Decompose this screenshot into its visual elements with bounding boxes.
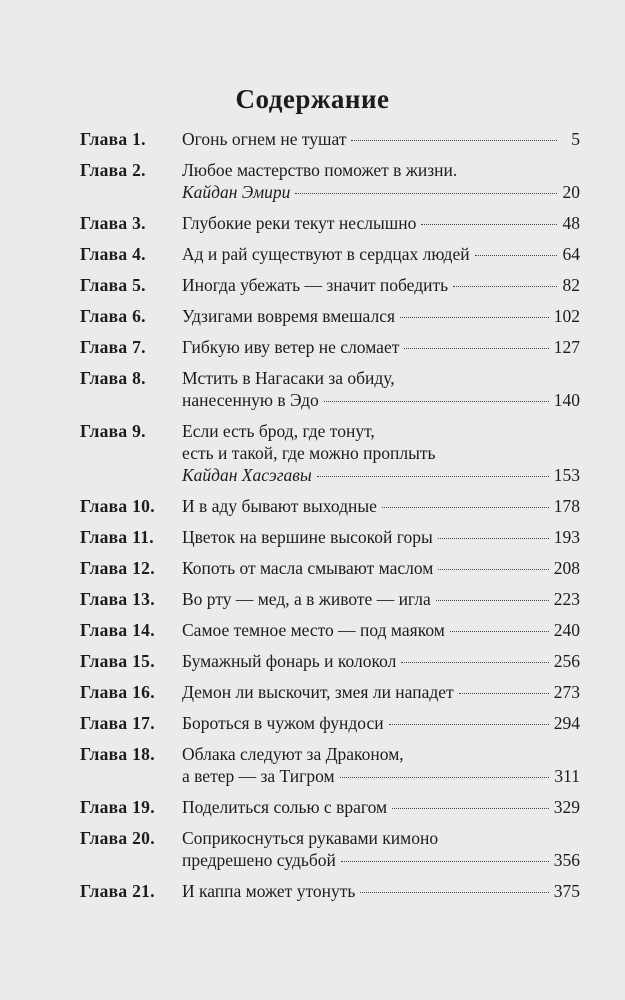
entry-body <box>182 243 580 265</box>
chapter-label: Глава 21. <box>80 881 155 901</box>
entry-line <box>182 796 580 818</box>
entry-body <box>182 336 580 358</box>
entry-line <box>182 159 580 181</box>
chapter-subtitle: Кайдан Хасэгавы <box>182 465 312 485</box>
toc-entry <box>80 557 580 579</box>
dot-leader <box>404 348 548 349</box>
chapter-title: предрешено судьбой <box>182 850 336 870</box>
entry-body <box>182 712 580 734</box>
entry-line <box>182 128 580 150</box>
chapter-label: Глава 1. <box>80 129 146 149</box>
page-number: 102 <box>553 306 580 326</box>
chapter-title: Копоть от масла смывают маслом <box>182 558 434 578</box>
page-number: 208 <box>553 558 580 578</box>
entry-line <box>182 336 580 358</box>
page-number: 240 <box>553 620 580 640</box>
chapter-title: И каппа может утонуть <box>182 881 356 901</box>
entry-line <box>182 526 580 548</box>
entry-line <box>182 588 580 610</box>
chapter-title: Самое темное место — под маяком <box>182 620 445 640</box>
chapter-title: Облака следуют за Драконом, <box>182 744 404 764</box>
page-number: 153 <box>553 465 580 485</box>
toc-entry <box>80 827 580 871</box>
entry-body <box>182 495 580 517</box>
chapter-label: Глава 19. <box>80 797 155 817</box>
toc-entry <box>80 274 580 296</box>
toc-entry <box>80 712 580 734</box>
chapter-title: Любое мастерство поможет в жизни. <box>182 160 458 180</box>
dot-leader <box>317 476 549 477</box>
chapter-label: Глава 18. <box>80 744 155 764</box>
page-number: 193 <box>553 527 580 547</box>
entry-body <box>182 526 580 548</box>
page-number: 375 <box>553 881 580 901</box>
page-number: 140 <box>553 390 580 410</box>
chapter-label: Глава 4. <box>80 244 146 264</box>
toc-entry <box>80 650 580 672</box>
entry-line <box>182 827 580 849</box>
entry-line <box>182 765 580 787</box>
entry-line <box>182 367 580 389</box>
entry-line <box>182 181 580 203</box>
page-number: 223 <box>553 589 580 609</box>
chapter-title: И в аду бывают выходные <box>182 496 377 516</box>
dot-leader <box>401 662 548 663</box>
entry-line <box>182 743 580 765</box>
toc-entry <box>80 420 580 486</box>
chapter-label: Глава 11. <box>80 527 154 547</box>
entry-body <box>182 743 580 787</box>
entry-line <box>182 389 580 411</box>
dot-leader <box>382 507 549 508</box>
chapter-title: Глубокие реки текут неслышно <box>182 213 417 233</box>
entry-line <box>182 212 580 234</box>
chapter-label: Глава 3. <box>80 213 146 233</box>
entry-body <box>182 619 580 641</box>
entry-body <box>182 212 580 234</box>
toc-entry <box>80 305 580 327</box>
chapter-label: Глава 5. <box>80 275 146 295</box>
entry-body <box>182 128 580 150</box>
chapter-title: Гибкую иву ветер не сломает <box>182 337 400 357</box>
toc-entry <box>80 336 580 358</box>
entry-line <box>182 681 580 703</box>
table-of-contents <box>80 128 580 911</box>
chapter-title: а ветер — за Тигром <box>182 766 335 786</box>
entry-line <box>182 442 580 464</box>
dot-leader <box>392 808 549 809</box>
entry-body <box>182 827 580 871</box>
dot-leader <box>450 631 549 632</box>
chapter-label: Глава 14. <box>80 620 155 640</box>
entry-body <box>182 588 580 610</box>
chapter-label: Глава 6. <box>80 306 146 326</box>
chapter-label: Глава 20. <box>80 828 155 848</box>
chapter-title: Поделиться солью с врагом <box>182 797 388 817</box>
chapter-label: Глава 12. <box>80 558 155 578</box>
chapter-title: Демон ли выскочит, змея ли нападет <box>182 682 454 702</box>
dot-leader <box>436 600 549 601</box>
entry-line <box>182 243 580 265</box>
page-number: 82 <box>562 275 580 295</box>
chapter-title: Бумажный фонарь и колокол <box>182 651 397 671</box>
page-number: 5 <box>571 129 580 149</box>
toc-entry <box>80 880 580 902</box>
dot-leader <box>340 777 550 778</box>
page-number: 48 <box>562 213 580 233</box>
chapter-title: нанесенную в Эдо <box>182 390 319 410</box>
page-number: 311 <box>554 766 580 786</box>
toc-entry <box>80 495 580 517</box>
entry-line <box>182 495 580 517</box>
toc-entry <box>80 128 580 150</box>
dot-leader <box>459 693 549 694</box>
chapter-title: Соприкоснуться рукавами кимоно <box>182 828 439 848</box>
chapter-subtitle: Кайдан Эмири <box>182 182 291 202</box>
chapter-label: Глава 9. <box>80 421 146 441</box>
chapter-label: Глава 10. <box>80 496 155 516</box>
dot-leader <box>475 255 557 256</box>
page-number: 64 <box>562 244 580 264</box>
page-title: Содержание <box>235 84 390 114</box>
entry-line <box>182 712 580 734</box>
chapter-label: Глава 13. <box>80 589 155 609</box>
page-number: 256 <box>553 651 580 671</box>
dot-leader <box>295 193 557 194</box>
chapter-title: Иногда убежать — значит победить <box>182 275 449 295</box>
chapter-title: Если есть брод, где тонут, <box>182 421 375 441</box>
dot-leader <box>324 401 549 402</box>
toc-entry <box>80 743 580 787</box>
entry-body <box>182 557 580 579</box>
dot-leader <box>438 538 549 539</box>
entry-line <box>182 420 580 442</box>
chapter-title: Мстить в Нагасаки за обиду, <box>182 368 395 388</box>
chapter-title: есть и такой, где можно проплыть <box>182 443 436 463</box>
toc-entry <box>80 681 580 703</box>
entry-line <box>182 557 580 579</box>
chapter-title: Бороться в чужом фундоси <box>182 713 384 733</box>
page-number: 329 <box>553 797 580 817</box>
page-number: 273 <box>553 682 580 702</box>
entry-body <box>182 367 580 411</box>
entry-line <box>182 274 580 296</box>
chapter-title: Во рту — мед, а в животе — игла <box>182 589 431 609</box>
dot-leader <box>453 286 557 287</box>
chapter-title: Удзигами вовремя вмешался <box>182 306 396 326</box>
entry-body <box>182 681 580 703</box>
toc-entry <box>80 526 580 548</box>
entry-body <box>182 880 580 902</box>
entry-body <box>182 796 580 818</box>
dot-leader <box>438 569 548 570</box>
toc-entry <box>80 243 580 265</box>
entry-body <box>182 420 580 486</box>
chapter-label: Глава 17. <box>80 713 155 733</box>
dot-leader <box>400 317 549 318</box>
toc-entry <box>80 367 580 411</box>
entry-line <box>182 619 580 641</box>
entry-body <box>182 159 580 203</box>
chapter-title: Огонь огнем не тушат <box>182 129 347 149</box>
entry-body <box>182 650 580 672</box>
toc-entry <box>80 619 580 641</box>
page-number: 20 <box>562 182 580 202</box>
chapter-label: Глава 8. <box>80 368 146 388</box>
entry-line <box>182 880 580 902</box>
entry-line <box>182 305 580 327</box>
dot-leader <box>421 224 557 225</box>
page-number: 178 <box>553 496 580 516</box>
dot-leader <box>351 140 557 141</box>
entry-line <box>182 650 580 672</box>
toc-entry <box>80 588 580 610</box>
page-number: 127 <box>553 337 580 357</box>
chapter-title: Ад и рай существуют в сердцах людей <box>182 244 470 264</box>
chapter-title: Цветок на вершине высокой горы <box>182 527 433 547</box>
entry-line <box>182 464 580 486</box>
chapter-label: Глава 2. <box>80 160 146 180</box>
entry-body <box>182 305 580 327</box>
page-number: 294 <box>553 713 580 733</box>
toc-entry <box>80 796 580 818</box>
page-number: 356 <box>553 850 580 870</box>
chapter-label: Глава 16. <box>80 682 155 702</box>
dot-leader <box>389 724 549 725</box>
chapter-label: Глава 7. <box>80 337 146 357</box>
entry-body <box>182 274 580 296</box>
dot-leader <box>341 861 549 862</box>
toc-entry <box>80 159 580 203</box>
toc-entry <box>80 212 580 234</box>
dot-leader <box>360 892 548 893</box>
chapter-label: Глава 15. <box>80 651 155 671</box>
entry-line <box>182 849 580 871</box>
